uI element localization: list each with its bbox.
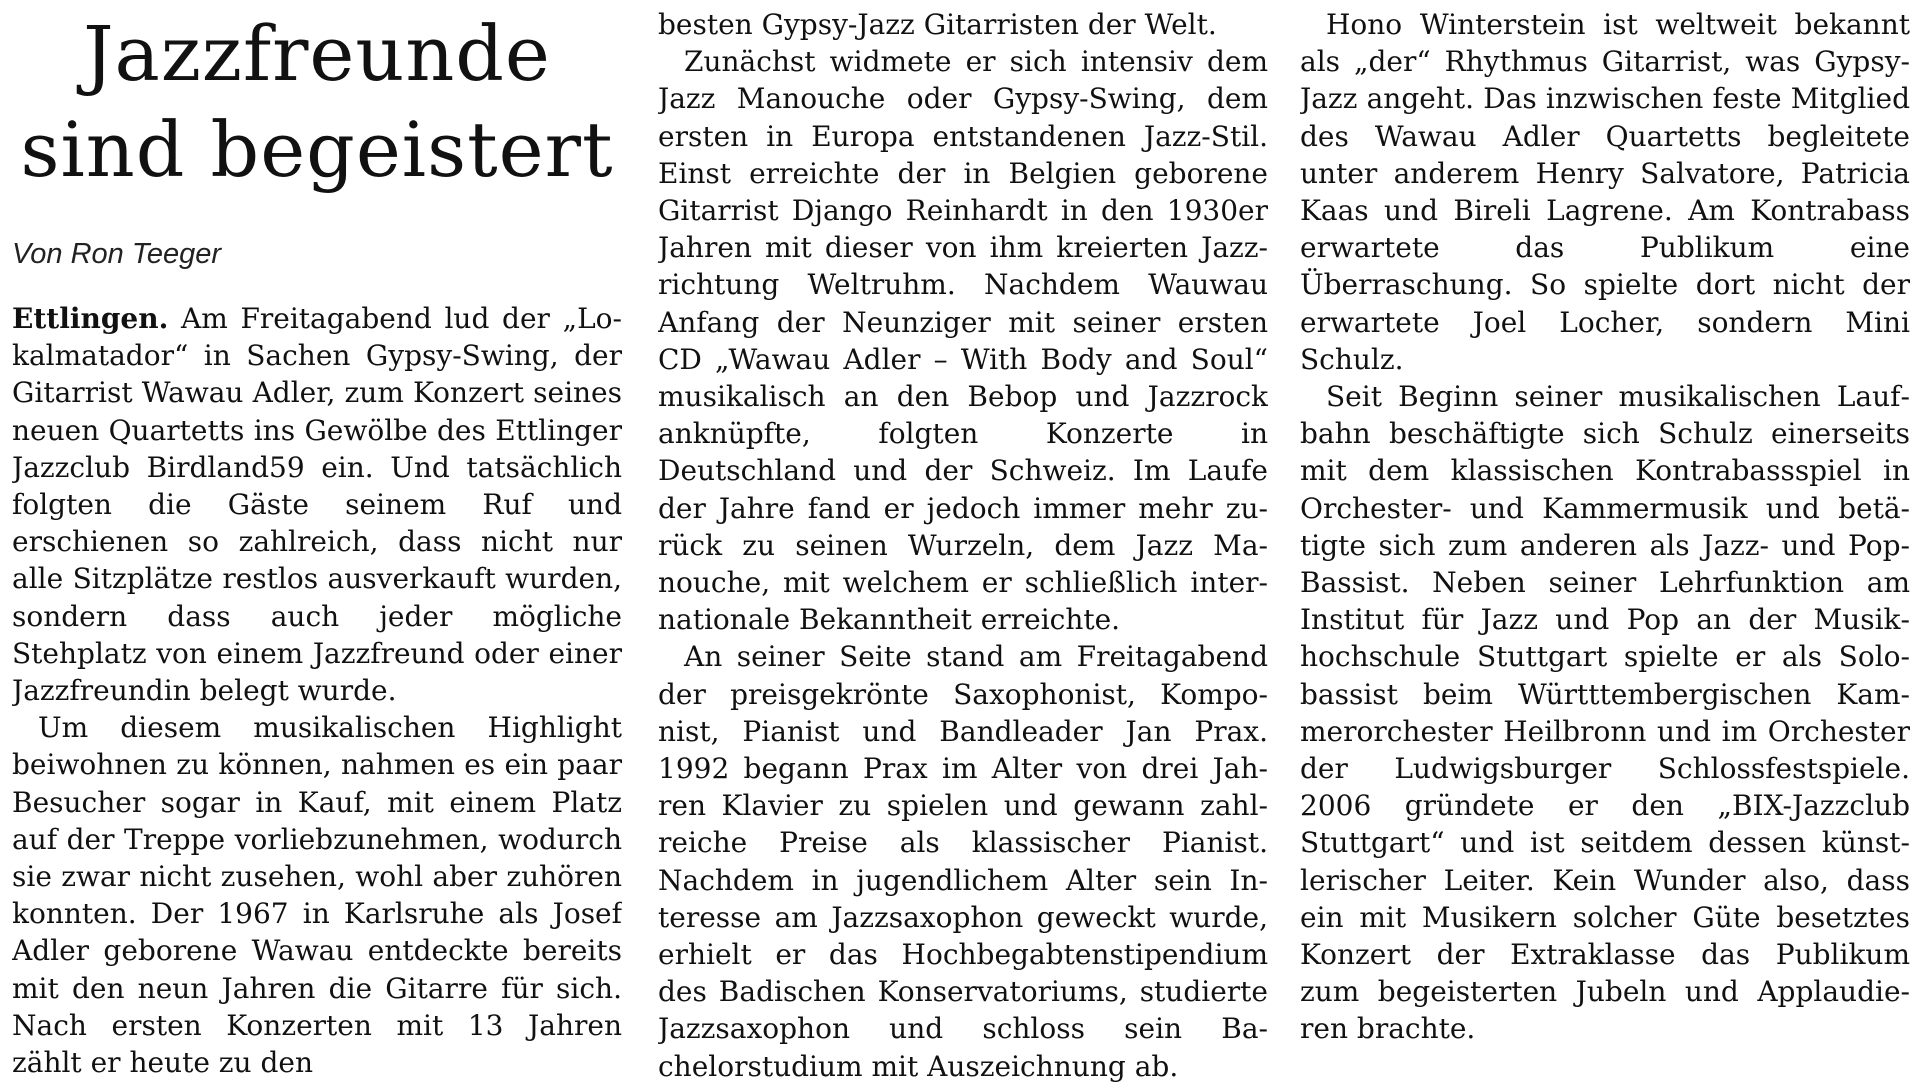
paragraph-3: besten Gypsy-Jazz Gitarristen der Welt. <box>658 8 1217 41</box>
headline <box>12 6 622 198</box>
paragraph-1-text: Am Freitagabend lud der „Lokalmatador“ in Sachen Gypsy-Swing, der Gitarrist Wawau Adler, zum Konzert seines neuen Quartetts ins Gewölbe des Ettlinger Jazzclub Birdland59 ein. Und tatsächlich folgten die Gäste seinem Ruf und erschienen so zahlreich, dass nicht nur alle Sitzplätze restlos ausverkauft wurden, sondern dass auch jeder mögliche Stehplatz von einem Jazzfreund oder einer Jazzfreundin belegt wurde. <box>12 302 622 708</box>
paragraph-2: Um diesem musikalischen Highlight beiwohnen zu können, nahmen es ein paar Besucher sogar in Kauf, mit einem Platz auf der Treppe vorliebzunehmen, wodurch sie zwar nicht zusehen, wohl aber zuhören konnten. Der 1967 in Karlsruhe als Josef Adler geborene Wawau entdeckte bereits mit den neun Jahren die Gitarre für sich. Nach ersten Konzerten mit 13 Jahren zählt er heute zu den <box>12 711 622 1080</box>
article-column-2 <box>658 0 1268 1092</box>
paragraph-1 <box>12 300 622 709</box>
headline-line-1: Jazzfreunde <box>83 9 551 98</box>
paragraph-5: An seiner Seite stand am Freitagabend der preisgekrönte Saxophonist, Komponist, Pianist und Bandleader Jan Prax. 1992 begann Prax im Alter von drei Jahren Klavier zu spielen und gewann zahlreiche Preise als klassischer Pianist. Nachdem in jugendlichem Alter sein Interesse am Jazzsaxophon geweckt wurde, erhielt er das Hochbegabtenstipendium des Badischen Konservatoriums, studierte Jazzsaxophon und schloss sein Bachelorstudium mit Auszeichnung ab. <box>658 640 1268 1083</box>
paragraph-7: Seit Beginn seiner musikalischen Laufbahn beschäftigte sich Schulz einerseits mit dem klassischen Kontrabassspiel in Orchester- und Kammermusik und betätigte sich zum anderen als Jazz- und Pop-Bassist. Neben seiner Lehrfunktion am Institut für Jazz und Pop an der Musikhochschule Stuttgart spielte er als Solobassist beim Württtembergischen Kammerorchester Heilbronn und im Orchester der Ludwigsburger Schlossfestspiele. 2006 gründete er den „BIX-Jazzclub Stuttgart“ und ist seitdem dessen künstlerischer Leiter. Kein Wunder also, dass ein mit Musikern solcher Güte besetztes Konzert der Extraklasse das Publikum zum begeisterten Jubeln und Applaudieren brachte. <box>1300 380 1910 1046</box>
author-byline: Von Ron Teeger <box>12 238 222 270</box>
article-column-1 <box>12 0 622 1092</box>
paragraph-6: Hono Winterstein ist weltweit bekannt als „der“ Rhythmus Gitarrist, was Gypsy-Jazz angeht. Das inzwischen feste Mitglied des Wawau Adler Quartetts begleitete unter anderem Henry Salvatore, Patricia Kaas und Bireli Lagrene. Am Kontrabass erwartete das Publikum eine Überraschung. So spielte dort nicht der erwartete Joel Locher, sondern Mini Schulz. <box>1300 8 1910 376</box>
article-column-3 <box>1300 0 1910 1092</box>
dateline: Ettlingen. <box>12 302 169 335</box>
paragraph-4: Zunächst widmete er sich intensiv dem Jazz Manouche oder Gypsy-Swing, dem ersten in Europa entstandenen Jazz-Stil. Einst erreichte der in Belgien geborene Gitarrist Django Reinhardt in den 1930er Jahren mit dieser von ihm kreierten Jazzrichtung Weltruhm. Nachdem Wauwau Anfang der Neunziger mit seiner ersten CD „Wawau Adler – With Body and Soul“ musikalisch an den Bebop und Jazzrock anknüpfte, folgten Konzerte in Deutschland und der Schweiz. Im Laufe der Jahre fand er jedoch immer mehr zurück zu seinen Wurzeln, dem Jazz Manouche, mit welchem er schließlich internationale Bekanntheit erreichte. <box>658 45 1268 637</box>
headline-line-2: sind begeistert <box>20 105 614 194</box>
